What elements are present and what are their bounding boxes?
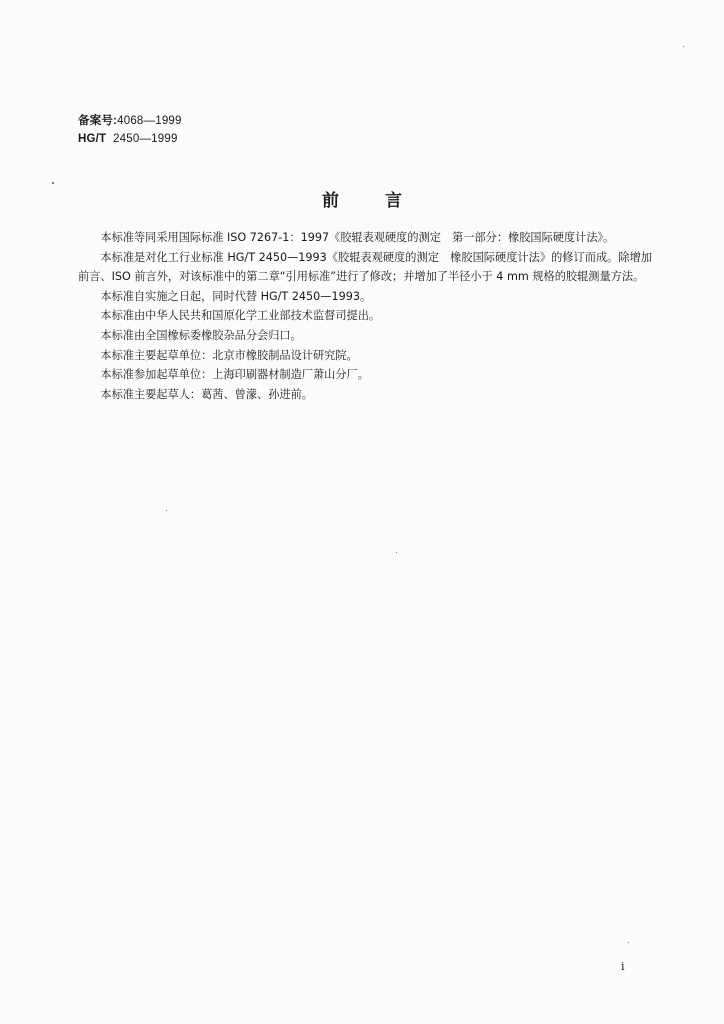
page-number: i <box>621 960 625 973</box>
paragraph-supersede: 本标准自实施之日起，同时代替 HG/T 2450—1993。 <box>100 289 372 303</box>
scan-speck <box>396 552 397 553</box>
paragraph-adoption: 本标准等同采用国际标准 ISO 7267-1：1997《胶辊表观硬度的测定 第一部分：橡胶国际硬度计法》。 <box>100 231 615 244</box>
paragraph-proposer: 本标准由中华人民共和国原化学工业部技术监督司提出。 <box>100 309 381 323</box>
standard-code-line <box>78 130 182 148</box>
document-header <box>78 112 182 148</box>
paragraph-participating-unit: 本标准参加起草单位：上海印刷器材制造厂萧山分厂。 <box>100 368 369 382</box>
foreword-body <box>78 228 652 404</box>
filing-number: 4068—1999 <box>117 115 182 127</box>
standard-code-prefix: HG/T <box>78 133 107 145</box>
filing-number-line <box>78 112 182 130</box>
page-title: 前言 <box>322 191 448 211</box>
paragraph-centralized: 本标准由全国橡标委橡胶杂品分会归口。 <box>100 328 302 342</box>
paragraph-drafters: 本标准主要起草人：葛茜、曾濛、孙进前。 <box>100 387 313 401</box>
scan-speck <box>683 46 684 47</box>
paragraph-revision: 本标准是对化工行业标准 HG/T 2450—1993《胶辊表观硬度的测定 橡胶国际硬度计法》的修订而成。除增加前言、ISO 前言外，对该标准中的第二章“引用标准”进行了修改；并增加了半径小于 4 mm 规格的胶辊测量方法。 <box>78 250 652 284</box>
filing-label: 备案号: <box>78 115 118 127</box>
paragraph-main-drafter-unit: 本标准主要起草单位：北京市橡胶制品设计研究院。 <box>100 348 358 362</box>
standard-code-number: 2450—1999 <box>113 133 178 145</box>
scan-speck <box>628 942 629 943</box>
scan-speck <box>166 510 167 511</box>
scan-speck <box>52 182 54 184</box>
